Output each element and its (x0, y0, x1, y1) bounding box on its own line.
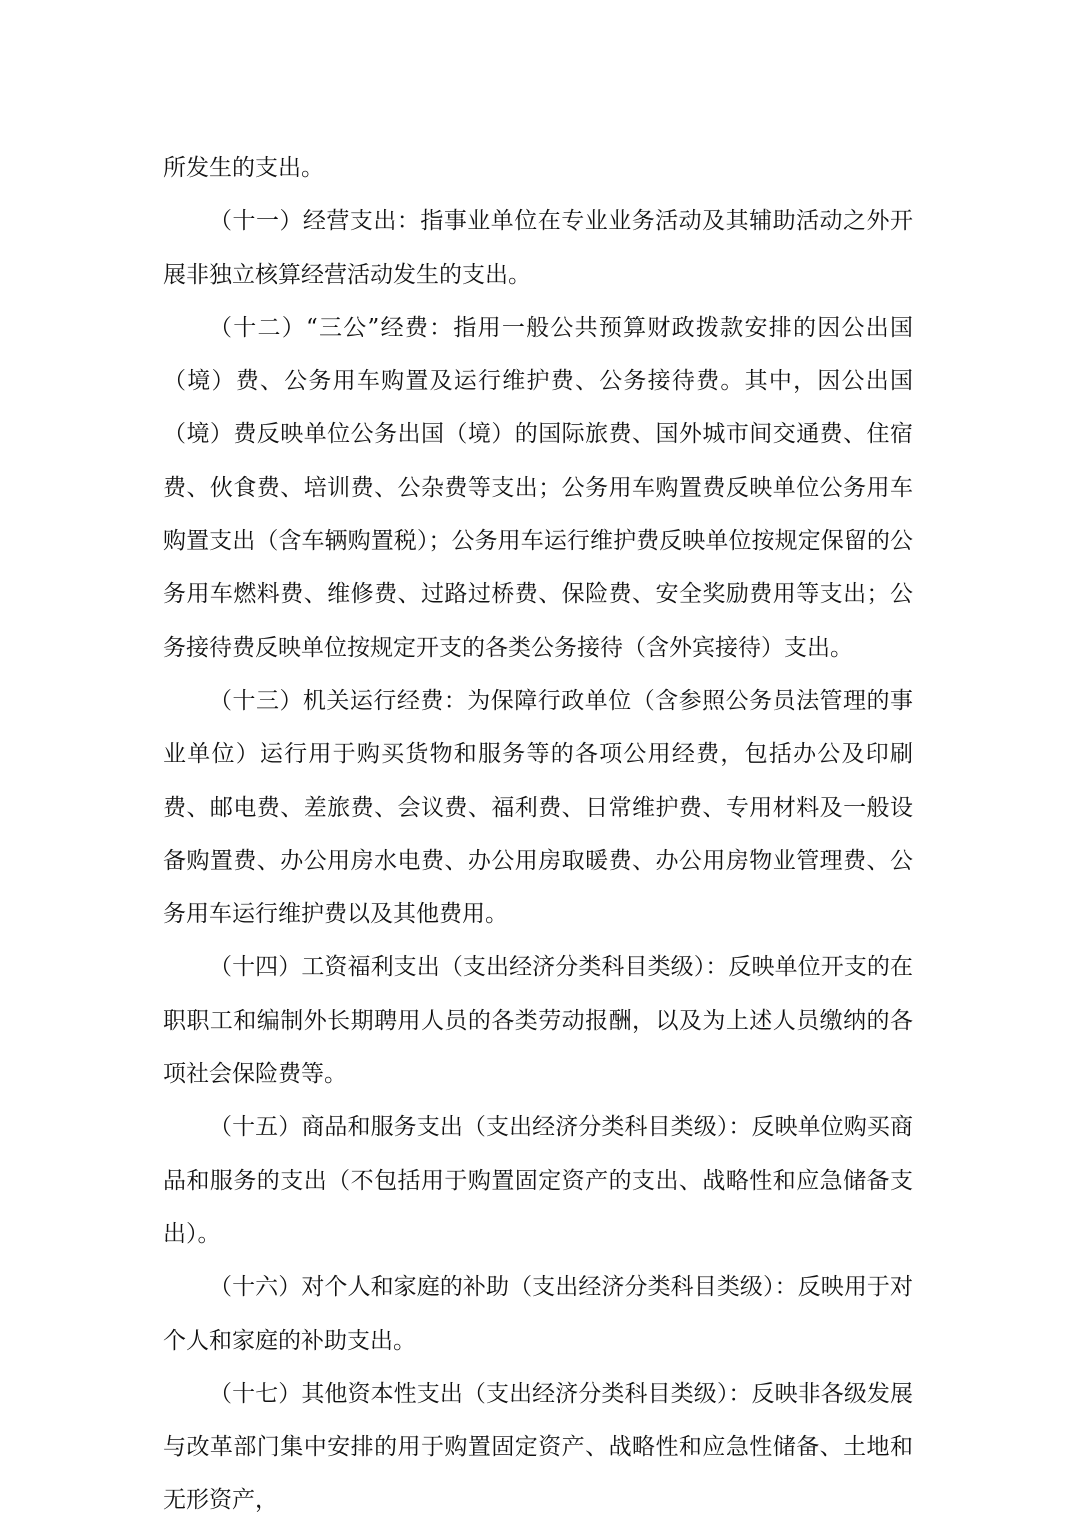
document-body (163, 142, 913, 1528)
paragraph-item-11-operating-expenditure: （十一）经营支出：指事业单位在专业业务活动及其辅助活动之外开展非独立核算经营活动发生的支出。 (163, 208, 913, 288)
paragraph-continuation: 所发生的支出。 (163, 155, 324, 181)
paragraph-item-12-three-public-funds: （十二）“三公”经费：指用一般公共预算财政拨款安排的因公出国（境）费、公务用车购置及运行维护费、公务接待费。其中，因公出国（境）费反映单位公务出国（境）的国际旅费、国外城市间交通费、住宿费、伙食费、培训费、公杂费等支出；公务用车购置费反映单位公务用车购置支出（含车辆购置税）；公务用车运行维护费反映单位按规定保留的公务用车燃料费、维修费、过路过桥费、保险费、安全奖励费用等支出；公务接待费反映单位按规定开支的各类公务接待（含外宾接待）支出。 (163, 314, 913, 661)
paragraph-item-16-subsidies-individuals: （十六）对个人和家庭的补助（支出经济分类科目类级）：反映用于对个人和家庭的补助支出。 (163, 1274, 913, 1354)
paragraph-item-17-other-capital: （十七）其他资本性支出（支出经济分类科目类级）：反映非各级发展与改革部门集中安排的用于购置固定资产、战略性和应急性储备、土地和无形资产， (163, 1380, 913, 1514)
paragraph-item-13-agency-operating-funds: （十三）机关运行经费：为保障行政单位（含参照公务员法管理的事业单位）运行用于购买货物和服务等的各项公用经费，包括办公及印刷费、邮电费、差旅费、会议费、福利费、日常维护费、专用材料及一般设备购置费、办公用房水电费、办公用房取暖费、办公用房物业管理费、公务用车运行维护费以及其他费用。 (163, 687, 913, 928)
paragraph-item-14-wages-welfare: （十四）工资福利支出（支出经济分类科目类级）：反映单位开支的在职职工和编制外长期聘用人员的各类劳动报酬，以及为上述人员缴纳的各项社会保险费等。 (163, 954, 913, 1088)
paragraph-item-15-goods-services: （十五）商品和服务支出（支出经济分类科目类级）：反映单位购买商品和服务的支出（不包括用于购置固定资产的支出、战略性和应急储备支出）。 (163, 1114, 913, 1247)
